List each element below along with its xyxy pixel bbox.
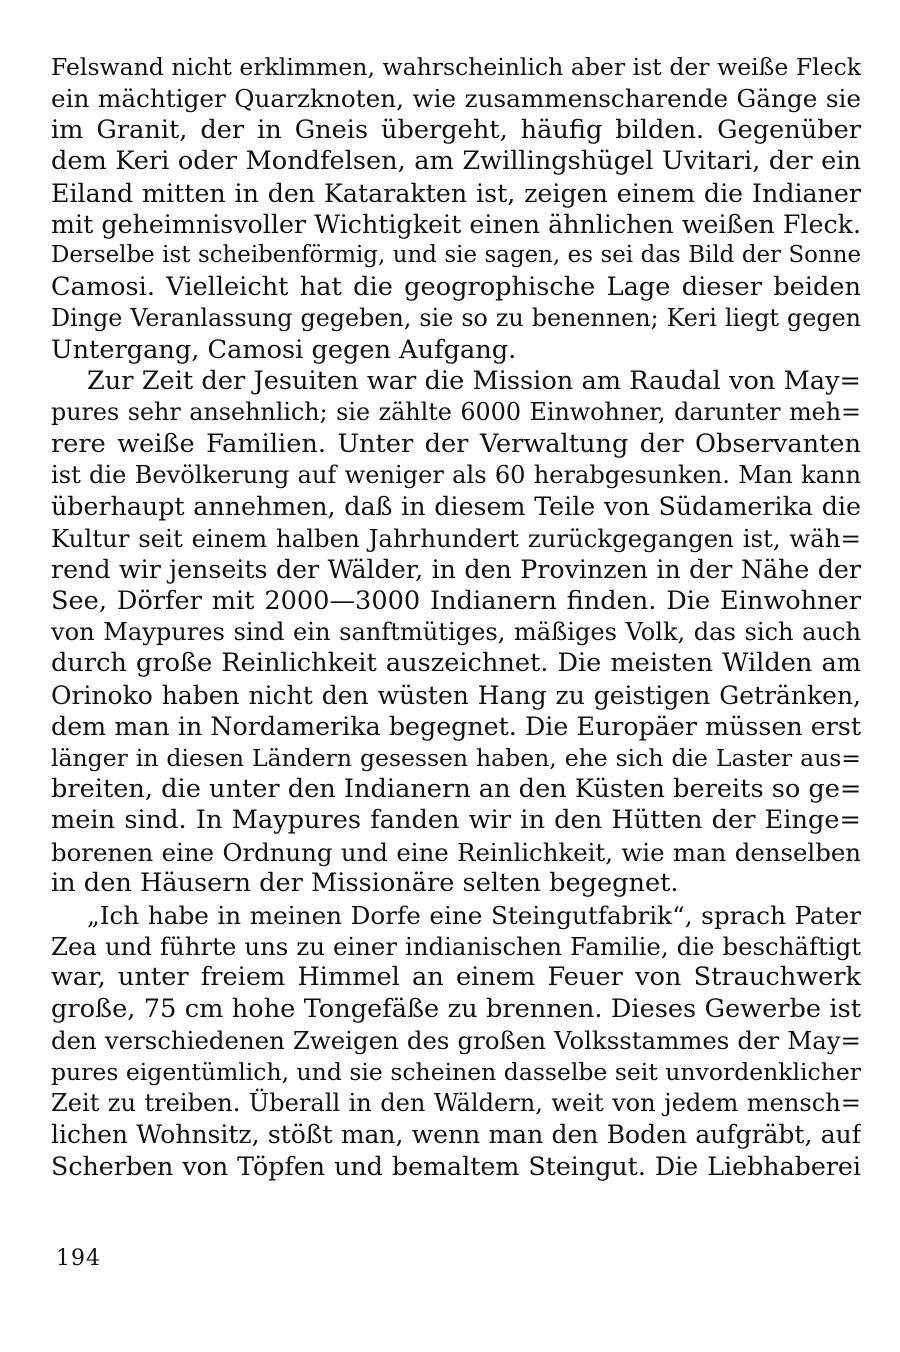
text-line: Derselbe ist scheibenförmig, und sie sagen, es sei das Bild der Sonne xyxy=(51,242,861,269)
text-line: dem Keri oder Mondfelsen, am Zwillingshügel Uvitari, der ein xyxy=(51,146,861,177)
text-line: ist die Bevölkerung auf weniger als 60 herabgesunken. Man kann xyxy=(51,461,861,490)
text-line: überhaupt annehmen, daß in diesem Teile von Südamerika die xyxy=(51,492,861,522)
text-line: rere weiße Familien. Unter der Verwaltung der Observanten xyxy=(51,428,861,459)
page-number: 194 xyxy=(56,1246,101,1271)
text-line: mit geheimnisvoller Wichtigkeit einen ähnlichen weißen Fleck. xyxy=(51,209,861,239)
body-text xyxy=(51,52,861,1182)
text-line: länger in diesen Ländern gesessen haben, ehe sich die Laster aus= xyxy=(51,743,861,772)
text-line: Orinoko haben nicht den wüsten Hang zu geistigen Getränken, xyxy=(51,680,861,710)
text-line: den verschiedenen Zweigen des großen Volksstammes der May= xyxy=(51,1026,861,1056)
text-line: mein sind. In Maypures fanden wir in den Hütten der Einge= xyxy=(51,805,861,836)
text-line: borenen eine Ordnung und eine Reinlichkeit, wie man denselben xyxy=(51,837,861,867)
text-line: pures sehr ansehnlich; sie zählte 6000 Einwohner, darunter meh= xyxy=(51,398,861,427)
text-line: Zeit zu treiben. Überall in den Wäldern, weit von jedem mensch= xyxy=(51,1088,861,1117)
text-line: Eiland mitten in den Katarakten ist, zeigen einem die Indianer xyxy=(51,178,861,208)
text-line: ein mächtiger Quarzknoten, wie zusammenscharende Gänge sie xyxy=(51,84,861,114)
text-line: von Maypures sind ein sanftmütiges, mäßiges Volk, das sich auch xyxy=(51,618,861,647)
text-line: Kultur seit einem halben Jahrhundert zurückgegangen ist, wäh= xyxy=(51,523,861,553)
text-line: Camosi. Vielleicht hat die geogrophische Lage dieser beiden xyxy=(51,271,861,302)
text-line: Zur Zeit der Jesuiten war die Mission am Raudal von May= xyxy=(87,365,861,396)
text-line: lichen Wohnsitz, stößt man, wenn man den Boden aufgräbt, auf xyxy=(51,1120,861,1150)
text-line: im Granit, der in Gneis übergeht, häufig bilden. Gegenüber xyxy=(51,114,861,145)
text-line: Zea und führte uns zu einer indianischen Familie, die beschäftigt xyxy=(51,931,861,961)
text-line: war, unter freiem Himmel an einem Feuer von Strauchwerk xyxy=(51,962,861,993)
text-line: Scherben von Töpfen und bemaltem Steingut. Die Liebhaberei xyxy=(51,1151,861,1181)
paragraph-3 xyxy=(51,900,861,1183)
text-line: Felswand nicht erklimmen, wahrscheinlich aber ist der weiße Fleck xyxy=(51,53,861,81)
text-line: Untergang, Camosi gegen Aufgang. xyxy=(51,334,517,365)
text-line: breiten, die unter den Indianern an den Küsten bereits so ge= xyxy=(51,773,861,804)
text-line: pures eigentümlich, und sie scheinen dasselbe seit unvordenklicher xyxy=(51,1057,861,1086)
text-line: „Ich habe in meinen Dorfe eine Steingutfabrik“, sprach Pater xyxy=(87,900,861,930)
text-line: große, 75 cm hohe Tongefäße zu brennen. Dieses Gewerbe ist xyxy=(51,993,861,1024)
paragraph-1 xyxy=(51,52,861,366)
text-line: See, Dörfer mit 2000—3000 Indianern finden. Die Einwohner xyxy=(51,585,861,616)
text-line: in den Häusern der Missionäre selten begegnet. xyxy=(51,868,679,899)
text-line: rend wir jenseits der Wälder, in den Provinzen in der Nähe der xyxy=(51,555,861,585)
text-line: dem man in Nordamerika begegnet. Die Europäer müssen erst xyxy=(51,712,861,742)
text-line: Dinge Veranlassung gegeben, sie so zu benennen; Keri liegt gegen xyxy=(51,304,861,333)
text-line: durch große Reinlichkeit auszeichnet. Die meisten Wilden am xyxy=(51,648,861,679)
paragraph-2 xyxy=(51,366,861,900)
